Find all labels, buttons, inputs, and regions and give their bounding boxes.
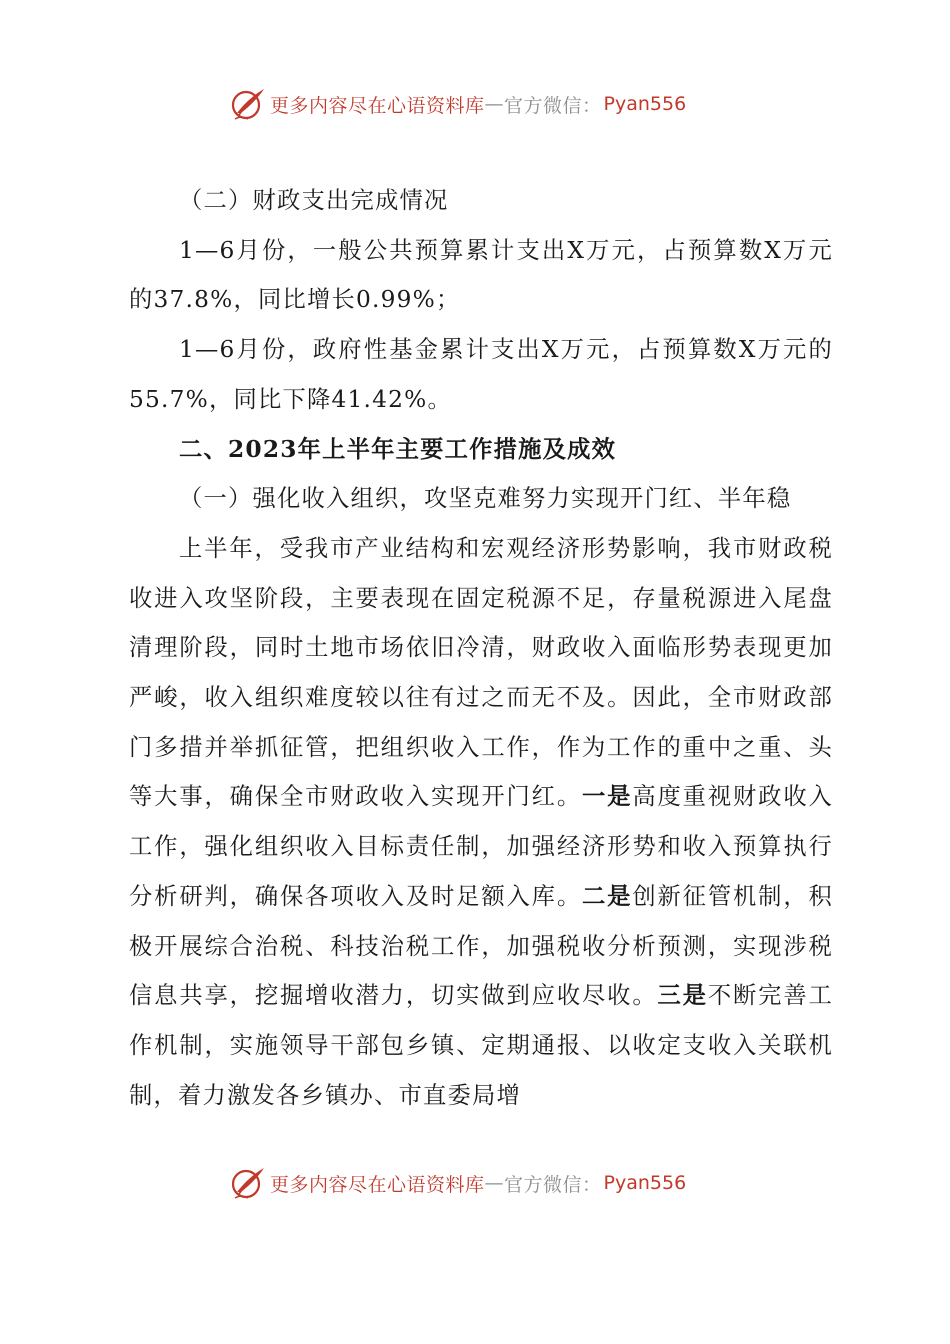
paragraph-government-fund: 1—6月份，政府性基金累计支出X万元，占预算数X万元的55.7%，同比下降41.42%。 <box>129 336 833 413</box>
quill-logo-icon <box>230 86 266 122</box>
point-2-text: 创新征管机制，积极开展综合治税、科技治税工作，加强税收分析预测，实现涉税信息共享，挖掘增收潜力，切实做到应收尽收。 <box>129 882 834 1010</box>
footer-banner <box>230 1163 750 1203</box>
subsection-heading-revenue: （一）强化收入组织，攻坚克难努力实现开门红、半年稳 <box>179 485 792 513</box>
section-heading-measures: 二、2023年上半年主要工作措施及成效 <box>179 435 617 463</box>
banner-wechat-label: 官方微信： <box>504 94 602 117</box>
banner-separator: — <box>484 1172 505 1194</box>
quill-logo-icon <box>230 1165 266 1201</box>
header-banner <box>230 84 750 124</box>
point-1-text: 高度重视财政收入工作，强化组织收入目标责任制，加强经济形势和收入预算执行分析研判，确保各项收入及时足额入库。 <box>129 783 834 910</box>
banner-wechat-id: Pyan556 <box>603 93 687 115</box>
banner-title: 更多内容尽在心语资料库 <box>270 94 485 117</box>
section-heading-expenditure: （二）财政支出完成情况 <box>179 187 449 214</box>
banner-title: 更多内容尽在心语资料库 <box>270 1173 485 1196</box>
banner-wechat-label: 官方微信： <box>504 1173 602 1196</box>
point-2-label: 二是 <box>582 882 633 910</box>
intro-text: 上半年，受我市产业结构和宏观经济形势影响，我市财政税收进入攻坚阶段，主要表现在固定税源不足，存量税源进入尾盘清理阶段，同时土地市场依旧冷清，财政收入面临形势表现更加严峻，收入组织难度较以往有过之而无不及。因此，全市财政部门多措并举抓征管，把组织收入工作，作为工作的重中之重、头等大事，确保全市财政收入实现开门红。 <box>129 534 833 811</box>
document-body <box>129 176 833 1120</box>
banner-wechat-id: Pyan556 <box>603 1172 687 1194</box>
banner-separator: — <box>484 93 505 115</box>
point-3-label: 三是 <box>657 982 708 1010</box>
paragraph-revenue-measures <box>129 524 833 1120</box>
point-1-label: 一是 <box>582 783 633 811</box>
point-3-text: 不断完善工作机制，实施领导干部包乡镇、定期通报、以收定支收入关联机制，着力激发各乡镇办、市直委局增 <box>129 982 834 1109</box>
paragraph-general-budget: 1—6月份，一般公共预算累计支出X万元，占预算数X万元的37.8%，同比增长0.99%； <box>129 236 833 314</box>
